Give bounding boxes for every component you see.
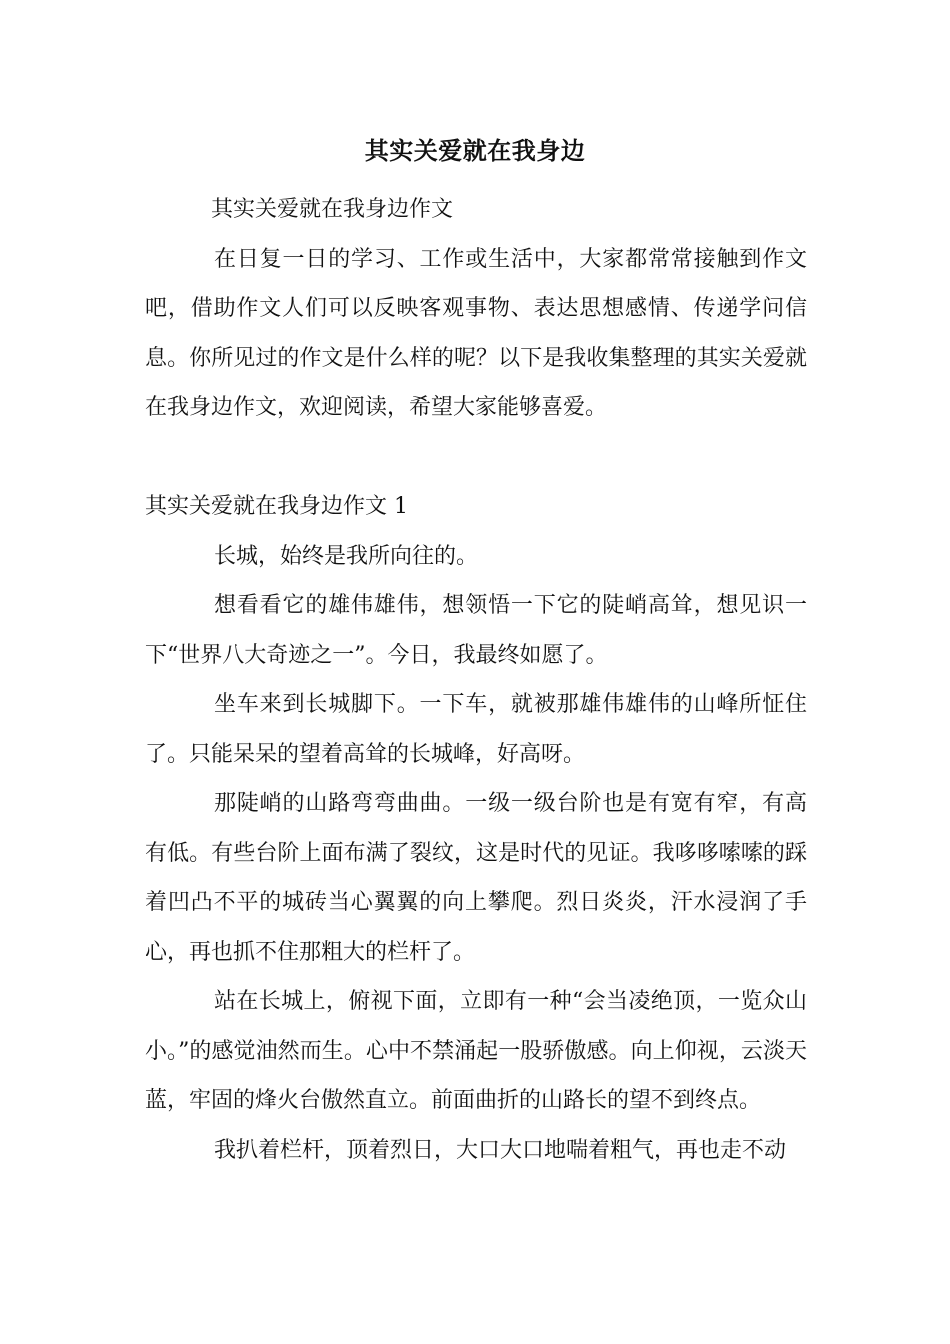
- section-heading: 其实关爱就在我身边作文 1: [145, 494, 408, 519]
- body-paragraph: 想看看它的雄伟雄伟，想领悟一下它的陡峭高耸，想见识一下“世界八大奇迹之一”。今日，我最终如愿了。: [145, 593, 807, 668]
- document-subtitle: 其实关爱就在我身边作文: [211, 197, 454, 222]
- body-paragraph: 坐车来到长城脚下。一下车，就被那雄伟雄伟的山峰所怔住了。只能呆呆的望着高耸的长城峰，好高呀。: [145, 692, 807, 767]
- body-paragraph: 站在长城上，俯视下面，立即有一种“会当凌绝顶，一览众山小。”的感觉油然而生。心中不禁涌起一股骄傲感。向上仰视，云淡天蓝，牢固的烽火台傲然直立。前面曲折的山路长的望不到终点。: [145, 989, 807, 1113]
- body-paragraph: 长城，始终是我所向往的。: [214, 543, 479, 569]
- blank-line: [145, 433, 807, 483]
- document-title: 其实关爱就在我身边: [364, 136, 586, 165]
- body-paragraph: 那陡峭的山路弯弯曲曲。一级一级台阶也是有宽有窄，有高有低。有些台阶上面布满了裂纹，这是时代的见证。我哆哆嗦嗦的踩着凹凸不平的城砖当心翼翼的向上攀爬。烈日炎炎，汗水浸润了手心，再也抓不住那粗大的栏杆了。: [145, 791, 807, 965]
- intro-paragraph: 在日复一日的学习、工作或生活中，大家都常常接触到作文吧，借助作文人们可以反映客观事物、表达思想感情、传递学问信息。你所见过的作文是什么样的呢？以下是我收集整理的其实关爱就在我身边作文，欢迎阅读，希望大家能够喜爱。: [145, 246, 807, 420]
- document-body: [145, 185, 807, 1175]
- body-paragraph: 我扒着栏杆，顶着烈日，大口大口地喘着粗气，再也走不动: [214, 1137, 787, 1163]
